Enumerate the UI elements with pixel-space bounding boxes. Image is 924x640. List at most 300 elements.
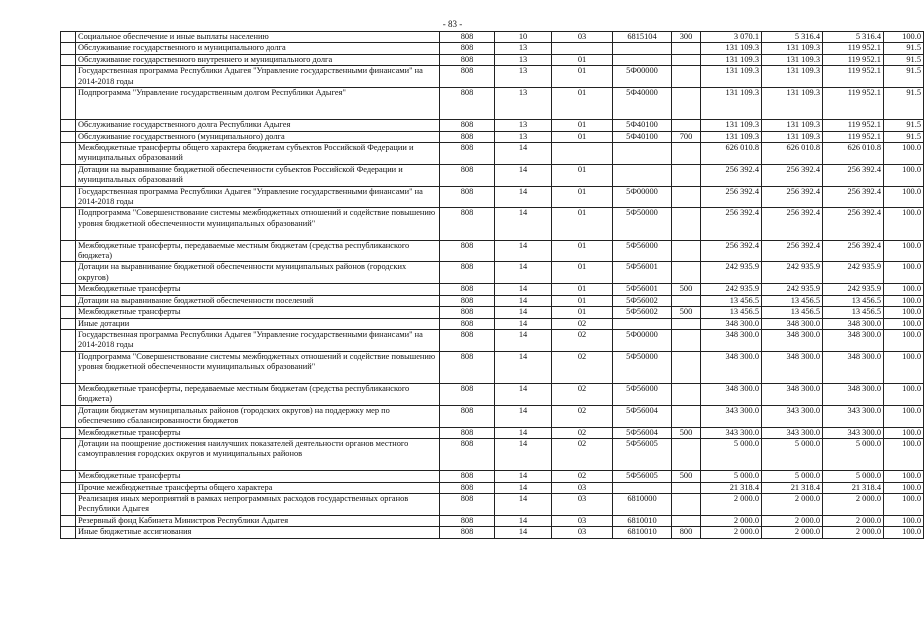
row-department-code-cell: 808 [440, 471, 495, 482]
row-section-code-cell: 14 [495, 262, 552, 284]
row-refined-amount-cell: 242 935.9 [762, 284, 823, 295]
row-refined-amount-cell: 256 392.4 [762, 240, 823, 262]
page-number: - 83 - [442, 19, 463, 29]
row-section-code-cell: 13 [495, 88, 552, 120]
row-refined-amount-cell: 5 000.0 [762, 438, 823, 470]
row-approved-amount-cell: 13 456.5 [701, 295, 762, 306]
table-row [61, 493, 924, 515]
row-section-code-cell: 14 [495, 471, 552, 482]
table-row [61, 318, 924, 329]
row-subsection-code-cell: 02 [552, 438, 613, 470]
row-section-code-cell: 14 [495, 208, 552, 240]
row-expense-type-cell: 500 [672, 427, 701, 438]
row-name-cell: Межбюджетные трансферты общего характера бюджетам субъектов Российской Федерации и муниципальных образований [76, 143, 440, 165]
row-margin-cell [61, 143, 76, 165]
row-approved-amount-cell: 242 935.9 [701, 284, 762, 295]
row-approved-amount-cell: 131 109.3 [701, 131, 762, 142]
row-name-cell: Обслуживание государственного и муниципального долга [76, 43, 440, 54]
row-subsection-code-cell: 01 [552, 240, 613, 262]
row-refined-amount-cell: 131 109.3 [762, 88, 823, 120]
row-department-code-cell: 808 [440, 32, 495, 43]
row-expense-type-cell [672, 120, 701, 131]
row-department-code-cell: 808 [440, 527, 495, 538]
table-row [61, 54, 924, 65]
row-executed-amount-cell: 348 300.0 [823, 329, 884, 351]
row-subsection-code-cell: 02 [552, 329, 613, 351]
row-execution-percent-cell: 91.5 [884, 54, 924, 65]
row-approved-amount-cell: 626 010.8 [701, 143, 762, 165]
table-row [61, 186, 924, 208]
row-refined-amount-cell: 131 109.3 [762, 120, 823, 131]
row-target-article-cell: 5Ф40100 [613, 131, 672, 142]
row-approved-amount-cell: 256 392.4 [701, 208, 762, 240]
row-refined-amount-cell: 242 935.9 [762, 262, 823, 284]
row-target-article-cell: 5Ф56005 [613, 471, 672, 482]
row-name-cell: Подпрограмма "Совершенствование системы межбюджетных отношений и содействие повышению уровня бюджетной обеспеченности муниципальных образований" [76, 208, 440, 240]
row-margin-cell [61, 66, 76, 88]
row-name-cell: Подпрограмма "Совершенствование системы межбюджетных отношений и содействие повышению уровня бюджетной обеспеченности муниципальных образований" [76, 351, 440, 383]
row-executed-amount-cell: 5 316.4 [823, 32, 884, 43]
row-department-code-cell: 808 [440, 295, 495, 306]
table-row [61, 471, 924, 482]
row-name-cell: Межбюджетные трансферты, передаваемые местным бюджетам (средства республиканского бюджета) [76, 240, 440, 262]
row-approved-amount-cell: 131 109.3 [701, 66, 762, 88]
row-executed-amount-cell: 13 456.5 [823, 295, 884, 306]
row-target-article-cell: 5Ф56005 [613, 438, 672, 470]
row-execution-percent-cell: 100.0 [884, 186, 924, 208]
row-approved-amount-cell: 343 300.0 [701, 405, 762, 427]
table-row [61, 208, 924, 240]
table-row [61, 120, 924, 131]
row-department-code-cell: 808 [440, 262, 495, 284]
row-margin-cell [61, 88, 76, 120]
row-expense-type-cell [672, 405, 701, 427]
row-expense-type-cell [672, 383, 701, 405]
row-department-code-cell: 808 [440, 482, 495, 493]
row-margin-cell [61, 383, 76, 405]
row-expense-type-cell [672, 186, 701, 208]
row-expense-type-cell [672, 208, 701, 240]
row-expense-type-cell [672, 515, 701, 526]
row-target-article-cell: 5Ф40000 [613, 88, 672, 120]
row-margin-cell [61, 262, 76, 284]
row-subsection-code-cell: 03 [552, 482, 613, 493]
row-approved-amount-cell: 256 392.4 [701, 164, 762, 186]
table-row [61, 164, 924, 186]
row-margin-cell [61, 493, 76, 515]
row-section-code-cell: 14 [495, 143, 552, 165]
table-row [61, 405, 924, 427]
row-execution-percent-cell: 100.0 [884, 515, 924, 526]
row-execution-percent-cell: 91.5 [884, 120, 924, 131]
row-executed-amount-cell: 242 935.9 [823, 262, 884, 284]
row-section-code-cell: 14 [495, 240, 552, 262]
row-department-code-cell: 808 [440, 318, 495, 329]
row-approved-amount-cell: 348 300.0 [701, 318, 762, 329]
row-execution-percent-cell: 100.0 [884, 32, 924, 43]
row-refined-amount-cell: 343 300.0 [762, 427, 823, 438]
row-department-code-cell: 808 [440, 131, 495, 142]
row-expense-type-cell: 700 [672, 131, 701, 142]
row-refined-amount-cell: 256 392.4 [762, 208, 823, 240]
row-target-article-cell: 6810010 [613, 515, 672, 526]
row-approved-amount-cell: 348 300.0 [701, 329, 762, 351]
table-row [61, 383, 924, 405]
row-target-article-cell: 5Ф00000 [613, 329, 672, 351]
row-target-article-cell: 5Ф56002 [613, 295, 672, 306]
row-execution-percent-cell: 100.0 [884, 240, 924, 262]
row-refined-amount-cell: 256 392.4 [762, 164, 823, 186]
row-refined-amount-cell: 13 456.5 [762, 295, 823, 306]
row-subsection-code-cell: 01 [552, 164, 613, 186]
row-expense-type-cell: 500 [672, 284, 701, 295]
row-margin-cell [61, 482, 76, 493]
row-subsection-code-cell: 01 [552, 54, 613, 65]
row-subsection-code-cell: 03 [552, 493, 613, 515]
row-section-code-cell: 14 [495, 318, 552, 329]
row-executed-amount-cell: 119 952.1 [823, 66, 884, 88]
row-name-cell: Обслуживание государственного долга Республики Адыгея [76, 120, 440, 131]
row-expense-type-cell [672, 66, 701, 88]
row-subsection-code-cell: 02 [552, 383, 613, 405]
row-refined-amount-cell: 348 300.0 [762, 329, 823, 351]
row-executed-amount-cell: 2 000.0 [823, 493, 884, 515]
row-name-cell: Дотации бюджетам муниципальных районов (городских округов) на поддержку мер по обеспечению сбалансированности бюджетов [76, 405, 440, 427]
row-margin-cell [61, 515, 76, 526]
row-executed-amount-cell: 242 935.9 [823, 284, 884, 295]
row-name-cell: Иные бюджетные ассигнования [76, 527, 440, 538]
row-section-code-cell: 14 [495, 482, 552, 493]
row-refined-amount-cell: 348 300.0 [762, 351, 823, 383]
table-row [61, 515, 924, 526]
row-name-cell: Государственная программа Республики Адыгея "Управление государственными финансами" на 2014-2018 годы [76, 186, 440, 208]
row-expense-type-cell [672, 262, 701, 284]
row-name-cell: Обслуживание государственного внутреннего и муниципального долга [76, 54, 440, 65]
row-expense-type-cell [672, 143, 701, 165]
row-execution-percent-cell: 100.0 [884, 143, 924, 165]
row-execution-percent-cell: 100.0 [884, 527, 924, 538]
row-margin-cell [61, 318, 76, 329]
row-name-cell: Межбюджетные трансферты, передаваемые местным бюджетам (средства республиканского бюджета) [76, 383, 440, 405]
row-department-code-cell: 808 [440, 383, 495, 405]
row-approved-amount-cell: 5 000.0 [701, 471, 762, 482]
row-executed-amount-cell: 13 456.5 [823, 307, 884, 318]
row-executed-amount-cell: 343 300.0 [823, 427, 884, 438]
row-section-code-cell: 14 [495, 351, 552, 383]
table-row [61, 32, 924, 43]
row-refined-amount-cell: 131 109.3 [762, 43, 823, 54]
row-approved-amount-cell: 5 000.0 [701, 438, 762, 470]
table-row [61, 240, 924, 262]
row-department-code-cell: 808 [440, 493, 495, 515]
row-target-article-cell: 6815104 [613, 32, 672, 43]
row-expense-type-cell: 500 [672, 471, 701, 482]
row-target-article-cell: 6810000 [613, 493, 672, 515]
row-department-code-cell: 808 [440, 88, 495, 120]
row-section-code-cell: 13 [495, 131, 552, 142]
table-row [61, 351, 924, 383]
row-target-article-cell: 5Ф40100 [613, 120, 672, 131]
row-department-code-cell: 808 [440, 438, 495, 470]
row-executed-amount-cell: 626 010.8 [823, 143, 884, 165]
row-refined-amount-cell: 2 000.0 [762, 527, 823, 538]
row-name-cell: Межбюджетные трансферты [76, 427, 440, 438]
row-section-code-cell: 14 [495, 164, 552, 186]
row-refined-amount-cell: 343 300.0 [762, 405, 823, 427]
row-name-cell: Обслуживание государственного (муниципального) долга [76, 131, 440, 142]
table-row [61, 427, 924, 438]
row-subsection-code-cell [552, 143, 613, 165]
row-section-code-cell: 10 [495, 32, 552, 43]
row-approved-amount-cell: 13 456.5 [701, 307, 762, 318]
row-executed-amount-cell: 348 300.0 [823, 318, 884, 329]
row-subsection-code-cell: 01 [552, 262, 613, 284]
row-section-code-cell: 14 [495, 295, 552, 306]
table-row [61, 66, 924, 88]
row-execution-percent-cell: 91.5 [884, 43, 924, 54]
row-expense-type-cell [672, 329, 701, 351]
row-subsection-code-cell: 01 [552, 120, 613, 131]
table-row [61, 284, 924, 295]
row-expense-type-cell [672, 164, 701, 186]
row-execution-percent-cell: 100.0 [884, 164, 924, 186]
row-subsection-code-cell: 03 [552, 527, 613, 538]
row-subsection-code-cell: 02 [552, 405, 613, 427]
row-subsection-code-cell: 02 [552, 471, 613, 482]
row-section-code-cell: 14 [495, 438, 552, 470]
row-section-code-cell: 14 [495, 383, 552, 405]
row-expense-type-cell [672, 43, 701, 54]
row-executed-amount-cell: 256 392.4 [823, 208, 884, 240]
row-execution-percent-cell: 100.0 [884, 262, 924, 284]
row-executed-amount-cell: 119 952.1 [823, 131, 884, 142]
row-executed-amount-cell: 256 392.4 [823, 164, 884, 186]
row-section-code-cell: 13 [495, 120, 552, 131]
table-row [61, 482, 924, 493]
row-executed-amount-cell: 343 300.0 [823, 405, 884, 427]
row-name-cell: Иные дотации [76, 318, 440, 329]
row-target-article-cell: 5Ф50000 [613, 351, 672, 383]
row-refined-amount-cell: 348 300.0 [762, 383, 823, 405]
row-department-code-cell: 808 [440, 329, 495, 351]
row-target-article-cell [613, 164, 672, 186]
row-execution-percent-cell: 100.0 [884, 482, 924, 493]
row-execution-percent-cell: 100.0 [884, 493, 924, 515]
row-department-code-cell: 808 [440, 240, 495, 262]
row-margin-cell [61, 164, 76, 186]
row-target-article-cell [613, 43, 672, 54]
row-expense-type-cell [672, 318, 701, 329]
row-approved-amount-cell: 2 000.0 [701, 515, 762, 526]
table-row [61, 262, 924, 284]
row-name-cell: Социальное обеспечение и иные выплаты населению [76, 32, 440, 43]
row-executed-amount-cell: 256 392.4 [823, 186, 884, 208]
table-row [61, 438, 924, 470]
row-executed-amount-cell: 119 952.1 [823, 88, 884, 120]
row-name-cell: Межбюджетные трансферты [76, 307, 440, 318]
row-name-cell: Межбюджетные трансферты [76, 471, 440, 482]
row-expense-type-cell: 800 [672, 527, 701, 538]
row-margin-cell [61, 131, 76, 142]
row-subsection-code-cell: 01 [552, 88, 613, 120]
row-subsection-code-cell: 01 [552, 307, 613, 318]
row-section-code-cell: 14 [495, 186, 552, 208]
row-execution-percent-cell: 91.5 [884, 66, 924, 88]
row-approved-amount-cell: 131 109.3 [701, 54, 762, 65]
row-execution-percent-cell: 100.0 [884, 383, 924, 405]
row-target-article-cell: 5Ф56000 [613, 240, 672, 262]
table-row [61, 143, 924, 165]
row-margin-cell [61, 329, 76, 351]
row-refined-amount-cell: 131 109.3 [762, 66, 823, 88]
table-row [61, 88, 924, 120]
row-executed-amount-cell: 21 318.4 [823, 482, 884, 493]
row-margin-cell [61, 208, 76, 240]
row-subsection-code-cell: 03 [552, 515, 613, 526]
row-execution-percent-cell: 100.0 [884, 284, 924, 295]
row-margin-cell [61, 284, 76, 295]
row-refined-amount-cell: 256 392.4 [762, 186, 823, 208]
row-execution-percent-cell: 100.0 [884, 318, 924, 329]
row-refined-amount-cell: 348 300.0 [762, 318, 823, 329]
row-target-article-cell: 5Ф56004 [613, 405, 672, 427]
row-execution-percent-cell: 100.0 [884, 208, 924, 240]
row-department-code-cell: 808 [440, 208, 495, 240]
row-name-cell: Прочие межбюджетные трансферты общего характера [76, 482, 440, 493]
row-refined-amount-cell: 13 456.5 [762, 307, 823, 318]
row-refined-amount-cell: 2 000.0 [762, 515, 823, 526]
row-section-code-cell: 14 [495, 427, 552, 438]
row-refined-amount-cell: 5 316.4 [762, 32, 823, 43]
row-execution-percent-cell: 91.5 [884, 88, 924, 120]
row-margin-cell [61, 186, 76, 208]
row-subsection-code-cell: 01 [552, 131, 613, 142]
row-section-code-cell: 14 [495, 307, 552, 318]
row-target-article-cell: 5Ф50000 [613, 208, 672, 240]
row-execution-percent-cell: 100.0 [884, 471, 924, 482]
row-approved-amount-cell: 131 109.3 [701, 120, 762, 131]
row-approved-amount-cell: 348 300.0 [701, 351, 762, 383]
row-execution-percent-cell: 100.0 [884, 329, 924, 351]
row-margin-cell [61, 307, 76, 318]
row-refined-amount-cell: 131 109.3 [762, 131, 823, 142]
table-body [61, 32, 924, 539]
row-department-code-cell: 808 [440, 143, 495, 165]
row-approved-amount-cell: 256 392.4 [701, 240, 762, 262]
row-target-article-cell: 5Ф56000 [613, 383, 672, 405]
row-margin-cell [61, 438, 76, 470]
row-margin-cell [61, 471, 76, 482]
row-refined-amount-cell: 21 318.4 [762, 482, 823, 493]
row-subsection-code-cell: 02 [552, 427, 613, 438]
row-expense-type-cell [672, 240, 701, 262]
row-name-cell: Дотации на поощрение достижения наилучших показателей деятельности органов местного самоуправления городских округов и муниципальных районов [76, 438, 440, 470]
row-execution-percent-cell: 100.0 [884, 295, 924, 306]
row-expense-type-cell: 300 [672, 32, 701, 43]
row-margin-cell [61, 295, 76, 306]
row-name-cell: Дотации на выравнивание бюджетной обеспеченности субъектов Российской Федерации и муниципальных образований [76, 164, 440, 186]
row-name-cell: Государственная программа Республики Адыгея "Управление государственными финансами" на 2014-2018 годы [76, 66, 440, 88]
row-execution-percent-cell: 100.0 [884, 427, 924, 438]
row-refined-amount-cell: 626 010.8 [762, 143, 823, 165]
row-executed-amount-cell: 119 952.1 [823, 120, 884, 131]
row-department-code-cell: 808 [440, 54, 495, 65]
row-section-code-cell: 14 [495, 515, 552, 526]
row-expense-type-cell [672, 438, 701, 470]
row-department-code-cell: 808 [440, 164, 495, 186]
row-margin-cell [61, 120, 76, 131]
row-target-article-cell: 5Ф56002 [613, 307, 672, 318]
row-department-code-cell: 808 [440, 43, 495, 54]
row-section-code-cell: 14 [495, 329, 552, 351]
row-name-cell: Межбюджетные трансферты [76, 284, 440, 295]
row-approved-amount-cell: 343 300.0 [701, 427, 762, 438]
row-department-code-cell: 808 [440, 186, 495, 208]
row-executed-amount-cell: 2 000.0 [823, 527, 884, 538]
row-expense-type-cell [672, 351, 701, 383]
row-execution-percent-cell: 100.0 [884, 405, 924, 427]
row-target-article-cell: 6810010 [613, 527, 672, 538]
row-section-code-cell: 13 [495, 66, 552, 88]
row-margin-cell [61, 54, 76, 65]
row-approved-amount-cell: 256 392.4 [701, 186, 762, 208]
row-section-code-cell: 13 [495, 54, 552, 65]
row-department-code-cell: 808 [440, 427, 495, 438]
row-approved-amount-cell: 2 000.0 [701, 527, 762, 538]
row-subsection-code-cell: 01 [552, 186, 613, 208]
row-department-code-cell: 808 [440, 515, 495, 526]
row-executed-amount-cell: 119 952.1 [823, 43, 884, 54]
row-department-code-cell: 808 [440, 66, 495, 88]
row-section-code-cell: 13 [495, 43, 552, 54]
row-margin-cell [61, 32, 76, 43]
row-refined-amount-cell: 5 000.0 [762, 471, 823, 482]
row-margin-cell [61, 351, 76, 383]
row-expense-type-cell [672, 295, 701, 306]
row-name-cell: Подпрограмма "Управление государственным долгом Республики Адыгея" [76, 88, 440, 120]
row-section-code-cell: 14 [495, 493, 552, 515]
row-executed-amount-cell: 256 392.4 [823, 240, 884, 262]
row-target-article-cell: 5Ф56001 [613, 284, 672, 295]
row-section-code-cell: 14 [495, 405, 552, 427]
row-name-cell: Реализация иных мероприятий в рамках непрограммных расходов государственных органов Республики Адыгея [76, 493, 440, 515]
row-target-article-cell: 5Ф00000 [613, 186, 672, 208]
row-name-cell: Дотации на выравнивание бюджетной обеспеченности муниципальных районов (городских округов) [76, 262, 440, 284]
table-row [61, 527, 924, 538]
row-subsection-code-cell: 01 [552, 66, 613, 88]
row-section-code-cell: 14 [495, 284, 552, 295]
table-row [61, 307, 924, 318]
row-expense-type-cell: 500 [672, 307, 701, 318]
row-department-code-cell: 808 [440, 120, 495, 131]
row-department-code-cell: 808 [440, 284, 495, 295]
row-subsection-code-cell: 02 [552, 318, 613, 329]
row-department-code-cell: 808 [440, 307, 495, 318]
table-row [61, 131, 924, 142]
table-row [61, 43, 924, 54]
row-expense-type-cell [672, 493, 701, 515]
row-approved-amount-cell: 21 318.4 [701, 482, 762, 493]
row-expense-type-cell [672, 88, 701, 120]
row-executed-amount-cell: 119 952.1 [823, 54, 884, 65]
row-approved-amount-cell: 242 935.9 [701, 262, 762, 284]
row-executed-amount-cell: 2 000.0 [823, 515, 884, 526]
row-execution-percent-cell: 91.5 [884, 131, 924, 142]
row-refined-amount-cell: 131 109.3 [762, 54, 823, 65]
row-subsection-code-cell: 01 [552, 208, 613, 240]
row-execution-percent-cell: 100.0 [884, 438, 924, 470]
row-margin-cell [61, 527, 76, 538]
